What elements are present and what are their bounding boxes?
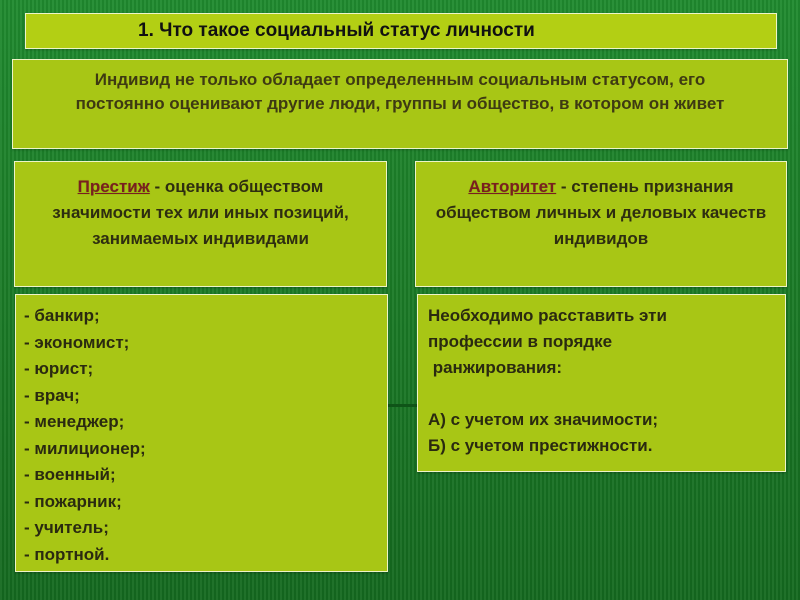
list-item: - милиционер; bbox=[24, 438, 146, 458]
intro-text: Индивид не только обладает определенным социальным статусом, его постоянно оценивают другие люди, группы и общество, в котором он живет bbox=[75, 70, 725, 113]
connector-line bbox=[388, 404, 417, 407]
list-item: - банкир; bbox=[24, 306, 100, 325]
list-item: - портной. bbox=[24, 544, 110, 564]
slide-title bbox=[25, 13, 777, 49]
task-line: ранжирования: bbox=[428, 358, 563, 377]
authority-box bbox=[415, 161, 787, 287]
prestige-definition: - оценка обществом значимости тех или иных позиций, занимаемых индивидами bbox=[52, 177, 349, 248]
task-line: профессии в порядке bbox=[428, 332, 613, 351]
task-line: Б) с учетом престижности. bbox=[428, 436, 653, 455]
slide-title-text: 1. Что такое социальный статус личности bbox=[138, 20, 535, 41]
list-item: - пожарник; bbox=[24, 491, 122, 511]
authority-definition: - степень признания обществом личных и деловых качеств индивидов bbox=[435, 177, 767, 248]
authority-term: Авторитет bbox=[468, 177, 557, 196]
task-line bbox=[428, 381, 785, 407]
task-box bbox=[417, 294, 786, 472]
prestige-term: Престиж bbox=[77, 177, 150, 196]
list-item: - юрист; bbox=[24, 359, 94, 378]
list-item: - менеджер; bbox=[24, 412, 125, 431]
task-line: Необходимо расставить эти bbox=[428, 306, 667, 325]
list-item: - врач; bbox=[24, 385, 80, 405]
professions-list bbox=[15, 294, 388, 572]
list-item: - экономист; bbox=[24, 332, 130, 352]
task-line: А) с учетом их значимости; bbox=[428, 410, 659, 429]
list-item: - учитель; bbox=[24, 518, 109, 537]
list-item: - военный; bbox=[24, 465, 116, 484]
prestige-box bbox=[14, 161, 387, 287]
intro-box bbox=[12, 59, 788, 149]
